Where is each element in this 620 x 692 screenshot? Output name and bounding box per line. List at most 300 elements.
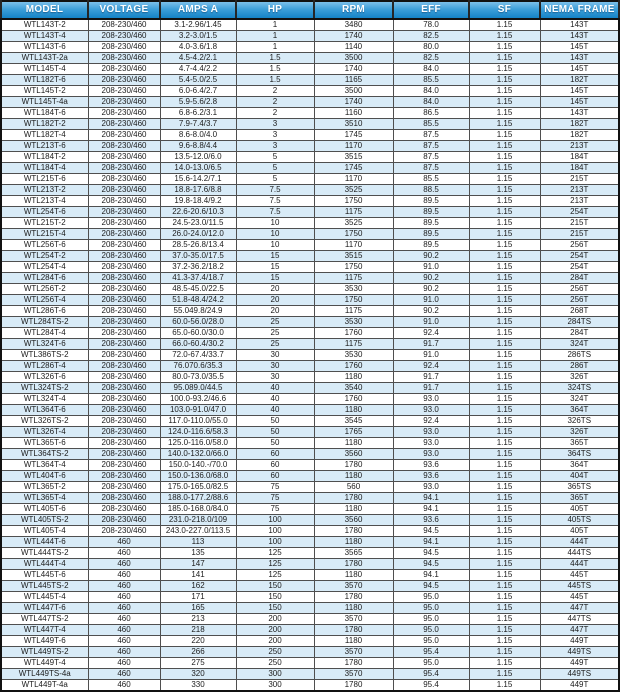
cell-model: WTL365T-6 xyxy=(1,438,88,449)
cell-sf: 1.15 xyxy=(469,119,540,130)
cell-hp: 3 xyxy=(236,130,314,141)
cell-sf: 1.15 xyxy=(469,658,540,669)
cell-sf: 1.15 xyxy=(469,515,540,526)
cell-model: WTL184T-2 xyxy=(1,152,88,163)
cell-eff: 87.5 xyxy=(393,130,469,141)
cell-sf: 1.15 xyxy=(469,207,540,218)
cell-rpm: 1760 xyxy=(314,328,393,339)
cell-voltage: 208-230/460 xyxy=(88,449,160,460)
cell-rpm: 1175 xyxy=(314,207,393,218)
cell-eff: 93.6 xyxy=(393,460,469,471)
cell-voltage: 208-230/460 xyxy=(88,196,160,207)
table-row xyxy=(1,317,619,328)
cell-amps: 243.0-227.0/113.5 xyxy=(160,526,236,537)
table-row xyxy=(1,240,619,251)
cell-sf: 1.15 xyxy=(469,251,540,262)
cell-amps: 113 xyxy=(160,537,236,548)
cell-rpm: 1745 xyxy=(314,130,393,141)
cell-amps: 4.5-4.2/2.1 xyxy=(160,53,236,64)
table-row xyxy=(1,97,619,108)
cell-model: WTL324T-4 xyxy=(1,394,88,405)
cell-nema-frame: 449T xyxy=(540,658,619,669)
cell-sf: 1.15 xyxy=(469,394,540,405)
cell-model: WTL143T-2a xyxy=(1,53,88,64)
cell-amps: 4.7-4.4/2.2 xyxy=(160,64,236,75)
header-row xyxy=(1,1,619,19)
cell-eff: 82.5 xyxy=(393,31,469,42)
cell-sf: 1.15 xyxy=(469,42,540,53)
cell-eff: 95.4 xyxy=(393,680,469,692)
header-cell-eff: EFF xyxy=(393,1,469,19)
table-row xyxy=(1,42,619,53)
cell-nema-frame: 254T xyxy=(540,262,619,273)
cell-nema-frame: 364T xyxy=(540,460,619,471)
cell-hp: 2 xyxy=(236,97,314,108)
cell-amps: 147 xyxy=(160,559,236,570)
cell-eff: 87.5 xyxy=(393,163,469,174)
cell-voltage: 208-230/460 xyxy=(88,273,160,284)
header-cell-nema-frame: NEMA FRAME xyxy=(540,1,619,19)
cell-sf: 1.15 xyxy=(469,526,540,537)
cell-amps: 141 xyxy=(160,570,236,581)
cell-hp: 10 xyxy=(236,240,314,251)
cell-rpm: 3570 xyxy=(314,614,393,625)
cell-sf: 1.15 xyxy=(469,427,540,438)
cell-nema-frame: 326T xyxy=(540,372,619,383)
cell-model: WTL444TS-2 xyxy=(1,548,88,559)
cell-sf: 1.15 xyxy=(469,438,540,449)
cell-nema-frame: 145T xyxy=(540,42,619,53)
cell-amps: 51.8-48.4/24.2 xyxy=(160,295,236,306)
cell-hp: 60 xyxy=(236,471,314,482)
cell-hp: 1.5 xyxy=(236,53,314,64)
cell-voltage: 208-230/460 xyxy=(88,306,160,317)
table-row xyxy=(1,394,619,405)
cell-eff: 95.0 xyxy=(393,592,469,603)
cell-amps: 14.0-13.0/6.5 xyxy=(160,163,236,174)
cell-rpm: 3545 xyxy=(314,416,393,427)
cell-amps: 231.0-218.0/109 xyxy=(160,515,236,526)
cell-eff: 95.4 xyxy=(393,669,469,680)
table-row xyxy=(1,438,619,449)
cell-hp: 100 xyxy=(236,537,314,548)
cell-model: WTL445T-4 xyxy=(1,592,88,603)
cell-rpm: 3530 xyxy=(314,284,393,295)
cell-sf: 1.15 xyxy=(469,229,540,240)
table-row xyxy=(1,427,619,438)
cell-nema-frame: 213T xyxy=(540,141,619,152)
cell-amps: 80.0-73.0/35.5 xyxy=(160,372,236,383)
table-row xyxy=(1,141,619,152)
cell-hp: 30 xyxy=(236,372,314,383)
cell-nema-frame: 364T xyxy=(540,405,619,416)
cell-nema-frame: 445T xyxy=(540,570,619,581)
cell-voltage: 208-230/460 xyxy=(88,130,160,141)
table-row xyxy=(1,636,619,647)
table-row xyxy=(1,196,619,207)
cell-sf: 1.15 xyxy=(469,559,540,570)
cell-eff: 89.5 xyxy=(393,196,469,207)
cell-voltage: 208-230/460 xyxy=(88,405,160,416)
cell-hp: 75 xyxy=(236,482,314,493)
cell-amps: 15.6-14.2/7.1 xyxy=(160,174,236,185)
cell-nema-frame: 143T xyxy=(540,53,619,64)
cell-sf: 1.15 xyxy=(469,636,540,647)
cell-voltage: 208-230/460 xyxy=(88,427,160,438)
cell-model: WTL365T-2 xyxy=(1,482,88,493)
cell-sf: 1.15 xyxy=(469,504,540,515)
cell-sf: 1.15 xyxy=(469,328,540,339)
cell-model: WTL145T-4 xyxy=(1,64,88,75)
cell-rpm: 1180 xyxy=(314,504,393,515)
cell-voltage: 460 xyxy=(88,537,160,548)
table-row xyxy=(1,592,619,603)
cell-rpm: 1750 xyxy=(314,196,393,207)
cell-hp: 2 xyxy=(236,86,314,97)
cell-amps: 41.3-37.4/18.7 xyxy=(160,273,236,284)
cell-rpm: 3515 xyxy=(314,251,393,262)
cell-model: WTL182T-2 xyxy=(1,119,88,130)
cell-nema-frame: 143T xyxy=(540,31,619,42)
cell-rpm: 1780 xyxy=(314,493,393,504)
cell-hp: 60 xyxy=(236,449,314,460)
cell-rpm: 3530 xyxy=(314,350,393,361)
table-row xyxy=(1,449,619,460)
cell-nema-frame: 215T xyxy=(540,218,619,229)
cell-voltage: 208-230/460 xyxy=(88,163,160,174)
cell-model: WTL284T-6 xyxy=(1,273,88,284)
cell-amps: 8.6-8.0/4.0 xyxy=(160,130,236,141)
cell-voltage: 460 xyxy=(88,603,160,614)
cell-voltage: 208-230/460 xyxy=(88,53,160,64)
cell-eff: 94.1 xyxy=(393,493,469,504)
cell-eff: 91.0 xyxy=(393,317,469,328)
cell-model: WTL326T-6 xyxy=(1,372,88,383)
cell-sf: 1.15 xyxy=(469,614,540,625)
table-row xyxy=(1,19,619,31)
cell-voltage: 460 xyxy=(88,647,160,658)
table-row xyxy=(1,372,619,383)
cell-nema-frame: 445TS xyxy=(540,581,619,592)
cell-sf: 1.15 xyxy=(469,592,540,603)
cell-nema-frame: 284T xyxy=(540,328,619,339)
cell-model: WTL364T-4 xyxy=(1,460,88,471)
cell-eff: 84.0 xyxy=(393,64,469,75)
cell-hp: 3 xyxy=(236,141,314,152)
cell-rpm: 1180 xyxy=(314,537,393,548)
cell-rpm: 1170 xyxy=(314,240,393,251)
cell-sf: 1.15 xyxy=(469,152,540,163)
table-row xyxy=(1,339,619,350)
cell-nema-frame: 445T xyxy=(540,592,619,603)
cell-eff: 95.0 xyxy=(393,636,469,647)
cell-amps: 9.6-8.8/4.4 xyxy=(160,141,236,152)
cell-amps: 266 xyxy=(160,647,236,658)
cell-eff: 92.4 xyxy=(393,416,469,427)
cell-model: WTL182T-4 xyxy=(1,130,88,141)
table-row xyxy=(1,603,619,614)
cell-voltage: 208-230/460 xyxy=(88,119,160,130)
cell-nema-frame: 256T xyxy=(540,240,619,251)
cell-eff: 86.5 xyxy=(393,108,469,119)
cell-hp: 30 xyxy=(236,361,314,372)
cell-rpm: 560 xyxy=(314,482,393,493)
cell-voltage: 460 xyxy=(88,680,160,692)
cell-amps: 55.049.8/24.9 xyxy=(160,306,236,317)
cell-amps: 60.0-56.0/28.0 xyxy=(160,317,236,328)
cell-rpm: 3510 xyxy=(314,119,393,130)
cell-rpm: 1745 xyxy=(314,163,393,174)
cell-eff: 93.6 xyxy=(393,515,469,526)
table-row xyxy=(1,482,619,493)
cell-rpm: 1780 xyxy=(314,559,393,570)
cell-nema-frame: 182T xyxy=(540,130,619,141)
cell-hp: 1 xyxy=(236,31,314,42)
cell-model: WTL445T-6 xyxy=(1,570,88,581)
cell-rpm: 1140 xyxy=(314,42,393,53)
cell-hp: 7.5 xyxy=(236,196,314,207)
cell-rpm: 1175 xyxy=(314,306,393,317)
cell-eff: 95.0 xyxy=(393,603,469,614)
cell-voltage: 460 xyxy=(88,592,160,603)
cell-hp: 15 xyxy=(236,251,314,262)
cell-hp: 75 xyxy=(236,504,314,515)
cell-voltage: 460 xyxy=(88,658,160,669)
cell-sf: 1.15 xyxy=(469,372,540,383)
cell-amps: 275 xyxy=(160,658,236,669)
cell-hp: 10 xyxy=(236,218,314,229)
cell-nema-frame: 256T xyxy=(540,284,619,295)
cell-eff: 94.5 xyxy=(393,526,469,537)
cell-model: WTL145T-4a xyxy=(1,97,88,108)
table-row xyxy=(1,185,619,196)
cell-nema-frame: 286TS xyxy=(540,350,619,361)
cell-sf: 1.15 xyxy=(469,449,540,460)
cell-model: WTL386TS-2 xyxy=(1,350,88,361)
spec-table-head xyxy=(1,1,619,19)
cell-amps: 124.0-116.6/58.3 xyxy=(160,427,236,438)
cell-voltage: 208-230/460 xyxy=(88,394,160,405)
cell-eff: 95.4 xyxy=(393,647,469,658)
cell-sf: 1.15 xyxy=(469,19,540,31)
cell-eff: 89.5 xyxy=(393,218,469,229)
cell-sf: 1.15 xyxy=(469,482,540,493)
cell-nema-frame: 326T xyxy=(540,427,619,438)
cell-sf: 1.15 xyxy=(469,262,540,273)
cell-nema-frame: 213T xyxy=(540,196,619,207)
cell-model: WTL449T-4a xyxy=(1,680,88,692)
table-row xyxy=(1,350,619,361)
cell-sf: 1.15 xyxy=(469,471,540,482)
cell-hp: 20 xyxy=(236,306,314,317)
cell-sf: 1.15 xyxy=(469,185,540,196)
cell-rpm: 1740 xyxy=(314,64,393,75)
cell-amps: 188.0-177.2/88.6 xyxy=(160,493,236,504)
cell-sf: 1.15 xyxy=(469,680,540,692)
header-cell-hp: HP xyxy=(236,1,314,19)
cell-sf: 1.15 xyxy=(469,625,540,636)
cell-amps: 171 xyxy=(160,592,236,603)
cell-voltage: 208-230/460 xyxy=(88,339,160,350)
cell-rpm: 1780 xyxy=(314,460,393,471)
cell-amps: 150.0-140.-/70.0 xyxy=(160,460,236,471)
cell-hp: 75 xyxy=(236,493,314,504)
cell-eff: 90.2 xyxy=(393,284,469,295)
table-row xyxy=(1,526,619,537)
cell-eff: 87.5 xyxy=(393,152,469,163)
cell-amps: 3.1-2.96/1.45 xyxy=(160,19,236,31)
cell-voltage: 208-230/460 xyxy=(88,284,160,295)
cell-voltage: 208-230/460 xyxy=(88,251,160,262)
cell-nema-frame: 365T xyxy=(540,438,619,449)
cell-nema-frame: 444TS xyxy=(540,548,619,559)
cell-rpm: 1165 xyxy=(314,75,393,86)
cell-amps: 6.0-6.4/2.7 xyxy=(160,86,236,97)
cell-rpm: 3560 xyxy=(314,515,393,526)
cell-sf: 1.15 xyxy=(469,603,540,614)
cell-amps: 26.0-24.0/12.0 xyxy=(160,229,236,240)
cell-sf: 1.15 xyxy=(469,361,540,372)
cell-sf: 1.15 xyxy=(469,97,540,108)
cell-nema-frame: 449TS xyxy=(540,647,619,658)
cell-model: WTL284T-4 xyxy=(1,328,88,339)
cell-rpm: 1740 xyxy=(314,31,393,42)
cell-eff: 89.5 xyxy=(393,229,469,240)
cell-eff: 93.0 xyxy=(393,427,469,438)
cell-sf: 1.15 xyxy=(469,295,540,306)
cell-rpm: 1750 xyxy=(314,262,393,273)
cell-hp: 7.5 xyxy=(236,185,314,196)
cell-voltage: 208-230/460 xyxy=(88,350,160,361)
cell-hp: 40 xyxy=(236,394,314,405)
cell-voltage: 208-230/460 xyxy=(88,97,160,108)
cell-eff: 87.5 xyxy=(393,141,469,152)
cell-eff: 90.2 xyxy=(393,306,469,317)
cell-amps: 213 xyxy=(160,614,236,625)
cell-nema-frame: 405T xyxy=(540,526,619,537)
cell-rpm: 1170 xyxy=(314,174,393,185)
table-row xyxy=(1,416,619,427)
cell-nema-frame: 286T xyxy=(540,361,619,372)
cell-sf: 1.15 xyxy=(469,317,540,328)
table-row xyxy=(1,559,619,570)
table-row xyxy=(1,284,619,295)
cell-voltage: 208-230/460 xyxy=(88,64,160,75)
cell-voltage: 208-230/460 xyxy=(88,317,160,328)
cell-hp: 200 xyxy=(236,614,314,625)
table-row xyxy=(1,218,619,229)
cell-voltage: 208-230/460 xyxy=(88,438,160,449)
table-row xyxy=(1,53,619,64)
cell-model: WTL215T-2 xyxy=(1,218,88,229)
cell-nema-frame: 215T xyxy=(540,174,619,185)
cell-voltage: 208-230/460 xyxy=(88,295,160,306)
table-row xyxy=(1,295,619,306)
cell-nema-frame: 326TS xyxy=(540,416,619,427)
cell-hp: 1 xyxy=(236,19,314,31)
cell-eff: 80.0 xyxy=(393,42,469,53)
cell-eff: 94.5 xyxy=(393,548,469,559)
cell-nema-frame: 215T xyxy=(540,229,619,240)
cell-nema-frame: 213T xyxy=(540,185,619,196)
cell-sf: 1.15 xyxy=(469,64,540,75)
cell-voltage: 208-230/460 xyxy=(88,152,160,163)
cell-hp: 15 xyxy=(236,262,314,273)
cell-voltage: 208-230/460 xyxy=(88,75,160,86)
cell-eff: 82.5 xyxy=(393,53,469,64)
cell-hp: 125 xyxy=(236,548,314,559)
cell-amps: 175.0-165.0/82.5 xyxy=(160,482,236,493)
cell-voltage: 208-230/460 xyxy=(88,482,160,493)
cell-rpm: 1780 xyxy=(314,592,393,603)
cell-hp: 150 xyxy=(236,592,314,603)
cell-amps: 28.5-26.8/13.4 xyxy=(160,240,236,251)
cell-voltage: 460 xyxy=(88,559,160,570)
cell-eff: 91.0 xyxy=(393,350,469,361)
cell-voltage: 460 xyxy=(88,581,160,592)
cell-eff: 91.7 xyxy=(393,339,469,350)
table-row xyxy=(1,273,619,284)
cell-model: WTL405T-4 xyxy=(1,526,88,537)
cell-hp: 20 xyxy=(236,295,314,306)
cell-hp: 150 xyxy=(236,603,314,614)
cell-voltage: 208-230/460 xyxy=(88,372,160,383)
cell-model: WTL215T-4 xyxy=(1,229,88,240)
cell-hp: 3 xyxy=(236,119,314,130)
cell-hp: 25 xyxy=(236,328,314,339)
cell-nema-frame: 184T xyxy=(540,152,619,163)
cell-voltage: 208-230/460 xyxy=(88,31,160,42)
cell-eff: 93.0 xyxy=(393,482,469,493)
cell-amps: 220 xyxy=(160,636,236,647)
cell-rpm: 1750 xyxy=(314,229,393,240)
cell-rpm: 1780 xyxy=(314,625,393,636)
cell-amps: 103.0-91.0/47.0 xyxy=(160,405,236,416)
cell-voltage: 208-230/460 xyxy=(88,185,160,196)
header-cell-amps: AMPS A xyxy=(160,1,236,19)
cell-amps: 76.070.6/35.3 xyxy=(160,361,236,372)
cell-model: WTL254T-4 xyxy=(1,262,88,273)
cell-nema-frame: 143T xyxy=(540,19,619,31)
cell-hp: 50 xyxy=(236,438,314,449)
table-row xyxy=(1,229,619,240)
cell-hp: 100 xyxy=(236,515,314,526)
cell-amps: 165 xyxy=(160,603,236,614)
cell-hp: 5 xyxy=(236,152,314,163)
cell-nema-frame: 268T xyxy=(540,306,619,317)
table-row xyxy=(1,647,619,658)
cell-model: WTL184T-4 xyxy=(1,163,88,174)
cell-rpm: 3540 xyxy=(314,383,393,394)
cell-amps: 140.0-132.0/66.0 xyxy=(160,449,236,460)
cell-nema-frame: 145T xyxy=(540,64,619,75)
table-row xyxy=(1,405,619,416)
cell-amps: 6.8-6.2/3.1 xyxy=(160,108,236,119)
cell-nema-frame: 449TS xyxy=(540,669,619,680)
cell-sf: 1.15 xyxy=(469,218,540,229)
cell-rpm: 1180 xyxy=(314,405,393,416)
cell-sf: 1.15 xyxy=(469,75,540,86)
cell-voltage: 208-230/460 xyxy=(88,471,160,482)
cell-amps: 185.0-168.0/84.0 xyxy=(160,504,236,515)
cell-hp: 200 xyxy=(236,636,314,647)
cell-voltage: 460 xyxy=(88,669,160,680)
cell-eff: 91.0 xyxy=(393,295,469,306)
cell-sf: 1.15 xyxy=(469,174,540,185)
cell-nema-frame: 256T xyxy=(540,295,619,306)
cell-sf: 1.15 xyxy=(469,493,540,504)
cell-rpm: 3525 xyxy=(314,185,393,196)
